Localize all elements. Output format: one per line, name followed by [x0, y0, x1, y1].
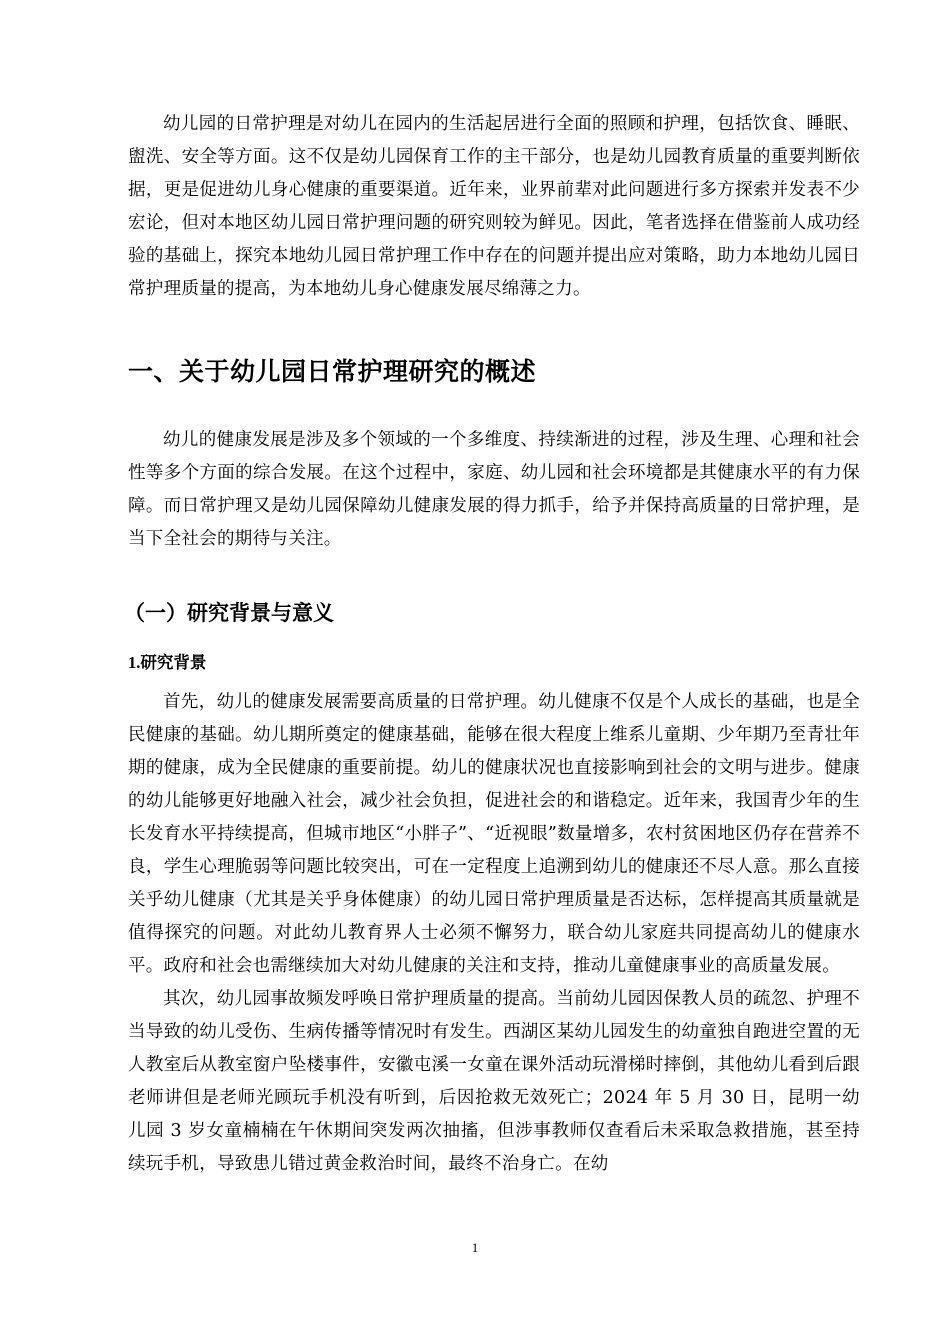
intro-paragraph: 幼儿园的日常护理是对幼儿在园内的生活起居进行全面的照顾和护理，包括饮食、睡眠、盥洗、安全等方面。这不仅是幼儿园保育工作的主干部分，也是幼儿园教育质量的重要判断依据，更是促进幼儿身心健康的重要渠道。近年来，业界前辈对此问题进行多方探索并发表不少宏论，但对本地区幼儿园日常护理问题的研究则较为鲜见。因此，笔者选择在借鉴前人成功经验的基础上，探究本地幼儿园日常护理工作中存在的问题并提出应对策略，助力本地幼儿园日常护理质量的提高，为本地幼儿身心健康发展尽绵薄之力。 — [128, 114, 860, 299]
background-paragraph-1: 首先，幼儿的健康发展需要高质量的日常护理。幼儿健康不仅是个人成长的基础，也是全民健康的基础。幼儿期所奠定的健康基础，能够在很大程度上维系儿童期、少年期乃至青壮年期的健康，成为全民健康的重要前提。幼儿的健康状况也直接影响到社会的文明与进步。健康的幼儿能够更好地融入社会，减少社会负担，促进社会的和谐稳定。近年来，我国青少年的生长发育水平持续提高，但城市地区“小胖子”、“近视眼”数量增多，农村贫困地区仍存在营养不良，学生心理脆弱等问题比较突出，可在一定程度上追溯到幼儿的健康还不尽人意。那么直接关乎幼儿健康（尤其是关乎身体健康）的幼儿园日常护理质量是否达标，怎样提高其质量就是值得探究的问题。对此幼儿教育界人士必须不懈努力，联合幼儿家庭共同提高幼儿的健康水平。政府和社会也需继续加大对幼儿健康的关注和支持，推动儿童健康事业的高质量发展。 — [128, 692, 860, 976]
minor-heading: 1.研究背景 — [128, 653, 207, 672]
section-heading: 一、关于幼儿园日常护理研究的概述 — [128, 357, 537, 386]
background-paragraph-2: 其次，幼儿园事故频发呼唤日常护理质量的提高。当前幼儿园因保教人员的疏忽、护理不当导致的幼儿受伤、生病传播等情况时有发生。西湖区某幼儿园发生的幼童独自跑进空置的无人教室后从教室窗户坠楼事件，安徽屯溪一女童在课外活动玩滑梯时摔倒，其他幼儿看到后跟老师讲但是老师光顾玩手机没有听到，后因抢救无效死亡；2024 年 5 月 30 日，昆明一幼儿园 3 岁女童楠楠在午休期间突发两次抽搐，但涉事教师仅查看后未采取急救措施，甚至持续玩手机，导致患儿错过黄金救治时间，最终不治身亡。在幼 — [128, 989, 860, 1174]
page-content — [124, 108, 860, 1181]
section-paragraph: 幼儿的健康发展是涉及多个领域的一个多维度、持续渐进的过程，涉及生理、心理和社会性等多个方面的综合发展。在这个过程中，家庭、幼儿园和社会环境都是其健康水平的有力保障。而日常护理又是幼儿园保障幼儿健康发展的得力抓手，给予并保持高质量的日常护理，是当下全社会的期待与关注。 — [128, 430, 860, 549]
subsection-heading: （一）研究背景与意义 — [124, 601, 334, 625]
page-number: 1 — [471, 1240, 479, 1255]
